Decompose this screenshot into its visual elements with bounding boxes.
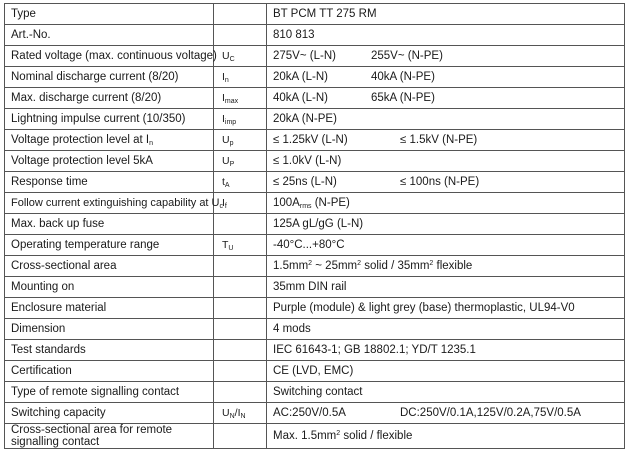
symbol-subscript: p (229, 140, 234, 147)
table-row (5, 340, 625, 361)
table-row (5, 109, 625, 130)
value-superscript: 2 (308, 260, 313, 267)
param-label: Cross-sectional area for remote signalling contact (5, 424, 214, 449)
symbol: U (222, 134, 230, 146)
symbol-cell (214, 340, 267, 361)
symbol-subscript: f (224, 203, 227, 210)
value-text: flexible (433, 260, 473, 272)
symbol-cell (214, 235, 267, 256)
symbol-cell (214, 214, 267, 235)
symbol: U (222, 407, 230, 419)
param-label: Operating temperature range (5, 235, 214, 256)
param-label: Type (5, 4, 214, 25)
value-cell: BT PCM TT 275 RM (267, 4, 625, 25)
table-row (5, 403, 625, 424)
value-b: DC:250V/0.1A,125V/0.2A,75V/0.5A (400, 407, 581, 419)
table-row (5, 256, 625, 277)
value-b: 255V~ (N-PE) (371, 50, 443, 62)
param-label (5, 130, 214, 151)
value-text: 1.5mm (273, 260, 309, 272)
param-label: Max. discharge current (8/20) (5, 88, 214, 109)
symbol-cell (214, 151, 267, 172)
symbol-cell (214, 424, 267, 449)
param-label: Voltage protection level 5kA (5, 151, 214, 172)
value-b: 65kA (N-PE) (371, 92, 435, 104)
table-row (5, 214, 625, 235)
value-cell (267, 88, 625, 109)
symbol-cell (214, 67, 267, 88)
value-cell (267, 46, 625, 67)
symbol-subscript: N (229, 413, 235, 420)
value-cell (267, 130, 625, 151)
symbol: I (222, 71, 225, 83)
symbol: T (222, 239, 229, 251)
param-label: Test standards (5, 340, 214, 361)
value-a: 275V~ (L-N) (273, 50, 336, 62)
value-a: 40kA (L-N) (273, 92, 328, 104)
symbol: U (222, 50, 230, 62)
symbol-subscript: P (229, 161, 235, 168)
table-row (5, 67, 625, 88)
value-cell: 125A gL/gG (L-N) (267, 214, 625, 235)
symbol-cell (214, 25, 267, 46)
symbol-subscript: max (224, 98, 239, 105)
value-a: ≤ 25ns (L-N) (273, 176, 337, 188)
value-text: solid / flexible (340, 430, 413, 442)
table-row (5, 151, 625, 172)
value-cell: -40°C...+80°C (267, 235, 625, 256)
value-cell (267, 67, 625, 88)
symbol-subscript: A (224, 182, 230, 189)
param-label: Cross-sectional area (5, 256, 214, 277)
symbol: I (222, 92, 225, 104)
symbol-subscript: n (224, 77, 229, 84)
table-row (5, 277, 625, 298)
symbol: I (222, 113, 225, 125)
table-row (5, 25, 625, 46)
symbol-subscript: C (229, 56, 235, 63)
param-label (5, 193, 223, 214)
param-subscript: n (149, 140, 153, 147)
value-cell: ≤ 1.0kV (L-N) (267, 151, 625, 172)
value-text: 100A (273, 197, 300, 209)
param-label: Response time (5, 172, 214, 193)
param-text: Follow current extinguishing capability at U (11, 197, 220, 209)
value-cell: 35mm DIN rail (267, 277, 625, 298)
symbol: t (222, 176, 225, 188)
symbol-cell (214, 403, 267, 424)
param-label: Type of remote signalling contact (5, 382, 214, 403)
value-b: ≤ 1.5kV (N-PE) (400, 134, 478, 146)
table-row (5, 235, 625, 256)
value-b: 40kA (N-PE) (371, 71, 435, 83)
value-cell: 810 813 (267, 25, 625, 46)
value-suffix: (N-PE) (311, 197, 350, 209)
symbol-cell (214, 319, 267, 340)
param-text: Voltage protection level at I (11, 134, 150, 146)
param-label: Nominal discharge current (8/20) (5, 67, 214, 88)
value-cell: Purple (module) & light grey (base) thermoplastic, UL94-V0 (267, 298, 625, 319)
value-cell: 4 mods (267, 319, 625, 340)
table-row (5, 361, 625, 382)
symbol-cell (214, 277, 267, 298)
param-label: Enclosure material (5, 298, 214, 319)
value-cell (267, 172, 625, 193)
value-text: solid / 35mm (361, 260, 430, 272)
symbol-subscript: imp (224, 119, 237, 126)
value-superscript: 2 (336, 430, 341, 437)
table-row (5, 319, 625, 340)
value-cell: IEC 61643-1; GB 18802.1; YD/T 1235.1 (267, 340, 625, 361)
value-superscript: 2 (357, 260, 362, 267)
symbol-cell (214, 130, 267, 151)
symbol: U (222, 155, 230, 167)
table-row (5, 424, 625, 449)
param-label: Art.-No. (5, 25, 214, 46)
param-label: Max. back up fuse (5, 214, 214, 235)
table-row (5, 382, 625, 403)
symbol-cell (214, 172, 267, 193)
value-subscript: rms (299, 203, 312, 210)
value-text: Max. 1.5mm (273, 430, 337, 442)
value-cell (267, 193, 625, 214)
symbol-cell (214, 193, 267, 214)
value-a: AC:250V/0.5A (273, 407, 346, 419)
symbol-cell (214, 4, 267, 25)
value-b: ≤ 100ns (N-PE) (400, 176, 480, 188)
symbol: I (222, 197, 225, 209)
symbol-cell (214, 46, 267, 67)
value-a: 20kA (L-N) (273, 71, 328, 83)
specification-table (4, 3, 625, 449)
value-cell: CE (LVD, EMC) (267, 361, 625, 382)
value-cell: 20kA (N-PE) (267, 109, 625, 130)
param-label: Rated voltage (max. continuous voltage) (5, 46, 214, 67)
value-text: ~ 25mm (312, 260, 358, 272)
value-cell (267, 424, 625, 449)
value-cell (267, 403, 625, 424)
table-row (5, 298, 625, 319)
symbol-cell (214, 109, 267, 130)
param-label: Mounting on (5, 277, 214, 298)
value-cell: Switching contact (267, 382, 625, 403)
table-row (5, 193, 625, 214)
table-row (5, 46, 625, 67)
symbol-subscript: U (228, 245, 234, 252)
table-row (5, 4, 625, 25)
symbol-cell (214, 256, 267, 277)
symbol-cell (214, 361, 267, 382)
value-a: ≤ 1.25kV (L-N) (273, 134, 348, 146)
param-label: Lightning impulse current (10/350) (5, 109, 214, 130)
value-superscript: 2 (429, 260, 434, 267)
symbol-cell (214, 88, 267, 109)
param-label: Dimension (5, 319, 214, 340)
param-subscript: c (219, 203, 223, 210)
symbol-subscript: N (240, 413, 246, 420)
symbol-cell (214, 298, 267, 319)
param-label: Certification (5, 361, 214, 382)
value-cell (267, 256, 625, 277)
symbol: /I (234, 407, 241, 419)
table-row (5, 172, 625, 193)
table-row (5, 130, 625, 151)
param-label: Switching capacity (5, 403, 214, 424)
table-row (5, 88, 625, 109)
symbol-cell (214, 382, 267, 403)
